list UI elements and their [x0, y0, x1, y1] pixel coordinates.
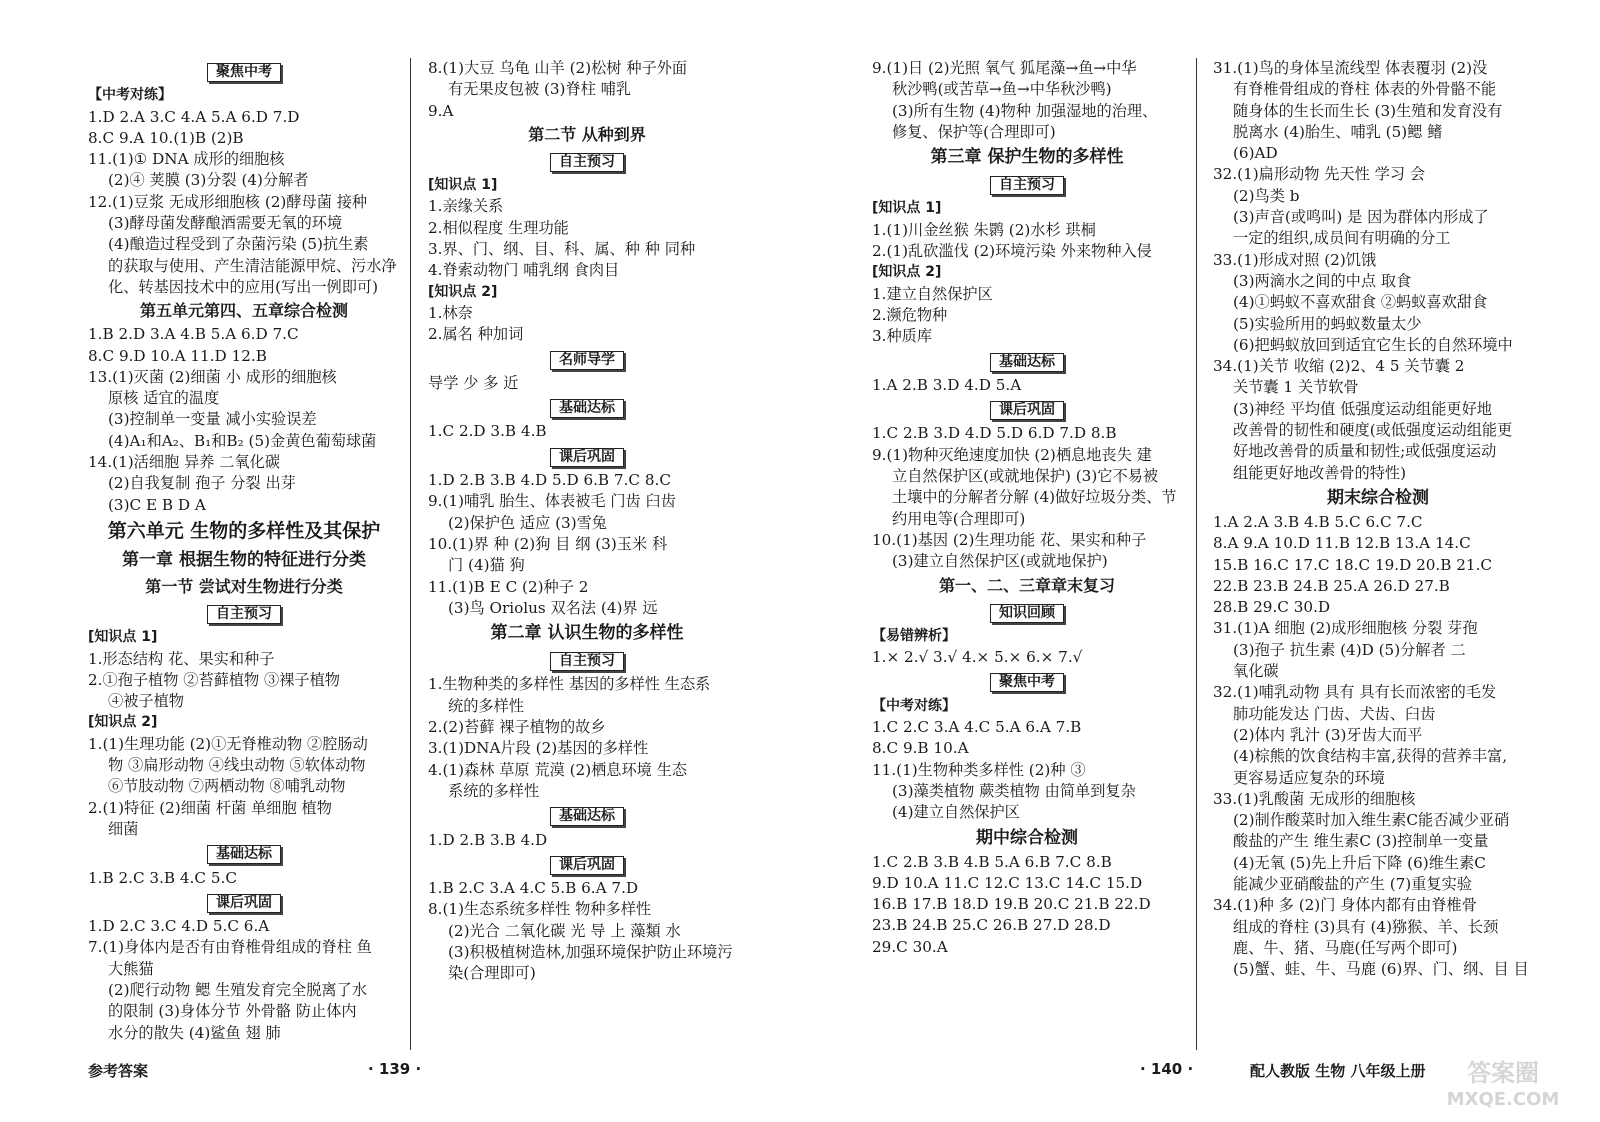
answer-line-indent: 能减少亚硝酸盐的产生 (7)重复实验 — [1233, 874, 1472, 893]
column-divider — [1196, 58, 1197, 1050]
answer-line-indent: (3)酵母菌发酵酿酒需要无氧的环境 — [108, 214, 343, 233]
answer-line-indent: 的获取与使用、产生清洁能源甲烷、污水净 — [108, 256, 397, 275]
answer-line: 2.①孢子植物 ②苔藓植物 ③裸子植物 — [88, 670, 340, 689]
answer-line-indent: 肺功能发达 门齿、犬齿、臼齿 — [1233, 704, 1436, 723]
answer-line-indent: 脱离水 (4)胎生、哺乳 (5)鳃 鳍 — [1233, 122, 1443, 141]
answer-line: 9.(1)日 (2)光照 氧气 狐尾藻→鱼→中华 — [872, 59, 1137, 77]
answer-line-indent: (3)神经 平均值 低强度运动组能更好地 — [1233, 399, 1492, 418]
answer-line-indent: (2)制作酸菜时加入维生素C能否减少亚硝 — [1233, 811, 1510, 830]
answer-line-indent: (2)光合 二氧化碳 光 导 上 藻類 水 — [448, 921, 681, 940]
chapter-title: 第二章 认识生物的多样性 — [490, 623, 684, 644]
answer-line-indent: 约用电等(合理即可) — [892, 509, 1026, 528]
answer-line-indent: 酸盐的产生 维生素C (3)控制单一变量 — [1233, 832, 1489, 851]
answer-line-indent: 修复、保护等(合理即可) — [892, 122, 1056, 141]
answer-line-indent: (2)鸟类 b — [1233, 186, 1300, 205]
section-box-heading — [428, 650, 746, 671]
section-box-heading — [88, 603, 400, 624]
answer-line-indent: (3)C E B D A — [108, 495, 206, 514]
answer-line: 8.C 9.A 10.(1)B (2)B — [88, 128, 244, 147]
answer-line-indent: 物 ③扁形动物 ④线虫动物 ⑤软体动物 — [108, 756, 366, 775]
answer-line-indent: 一定的组织,成员间有明确的分工 — [1233, 229, 1451, 248]
subheading: 【中考对练】 — [88, 87, 172, 104]
answer-line-indent: (3)控制单一变量 减小实验误差 — [108, 410, 317, 429]
section-box-heading — [428, 349, 746, 370]
section-box-heading — [872, 174, 1182, 195]
section-box-label: 名师导学 — [550, 351, 624, 370]
watermark-logo — [1418, 1055, 1588, 1113]
section-box-label: 自主预习 — [990, 176, 1064, 195]
answer-line-indent: (3)鸟 Oriolus 双名法 (4)界 远 — [448, 598, 658, 617]
answer-line-indent: 更容易适应复杂的环境 — [1233, 768, 1385, 787]
answer-line: 1.D 2.C 3.C 4.D 5.C 6.A — [88, 917, 270, 936]
chapter-title: 期末综合检测 — [1327, 487, 1429, 508]
column-3 — [872, 58, 1182, 958]
answer-line-indent: 组能更好地改善骨的特性) — [1233, 463, 1406, 482]
section-box-label: 聚焦中考 — [990, 673, 1064, 692]
answer-line-indent: (4)棕熊的饮食结构丰富,获得的营养丰富, — [1233, 747, 1508, 766]
answer-line: 3.种质库 — [872, 327, 933, 346]
answer-line-indent: 有无果皮包被 (3)脊柱 哺乳 — [448, 80, 632, 99]
answer-line: 2.濒危物种 — [872, 305, 948, 324]
answer-line: 12.(1)豆浆 无成形细胞核 (2)酵母菌 接种 — [88, 192, 368, 211]
answer-line: 8.A 9.A 10.D 11.B 12.B 13.A 14.C — [1213, 534, 1471, 553]
answer-line-indent: (3)建立自然保护区(或就地保护) — [892, 552, 1108, 571]
subheading: 【中考对练】 — [872, 697, 956, 714]
answer-line: 3.(1)DNA片段 (2)基因的多样性 — [428, 739, 649, 758]
answer-line-indent: 原核 适宜的温度 — [108, 389, 220, 408]
section-box-label: 课后巩固 — [550, 856, 624, 875]
answer-line: 1.D 2.B 3.B 4.D — [428, 830, 548, 849]
section-box-label: 基础达标 — [990, 353, 1064, 372]
answer-line-indent: (3)两滴水之间的中点 取食 — [1233, 271, 1412, 290]
answer-line: 2.(1)乱砍滥伐 (2)环境污染 外来物种入侵 — [872, 242, 1152, 261]
section-box-label: 课后巩固 — [207, 894, 281, 913]
answer-line: 16.B 17.B 18.D 19.B 20.C 21.B 22.D — [872, 895, 1151, 914]
answer-line: 1.生物种类的多样性 基因的多样性 生态系 — [428, 675, 711, 694]
answer-line-indent: (2)保护色 适应 (3)雪兔 — [448, 513, 607, 532]
section-box-heading — [428, 151, 746, 172]
answer-line: 22.B 23.B 24.B 25.A 26.D 27.B — [1213, 576, 1450, 595]
subheading: [知识点 2] — [872, 264, 942, 281]
section-title: 第一节 尝试对生物进行分类 — [145, 576, 343, 596]
answer-line: 4.(1)森林 草原 荒漠 (2)栖息环境 生态 — [428, 760, 688, 779]
answer-line-indent: 细菌 — [108, 819, 139, 838]
answer-line: 33.(1)形成对照 (2)饥饿 — [1213, 250, 1377, 269]
answer-line-indent: (3)所有生物 (4)物种 加强湿地的治理、 — [892, 101, 1158, 120]
answer-line: 13.(1)灭菌 (2)细菌 小 成形的细胞核 — [88, 367, 337, 386]
answer-line: 9.A — [428, 101, 454, 120]
section-box-label: 基础达标 — [550, 807, 624, 826]
answer-line: 9.(1)物种灭绝速度加快 (2)栖息地丧失 建 — [872, 445, 1152, 464]
section-box-heading — [88, 843, 400, 864]
watermark-url: MXQE.COM — [1446, 1089, 1560, 1110]
answer-line: 1.D 2.B 3.B 4.D 5.D 6.B 7.C 8.C — [428, 471, 671, 490]
answer-line: 10.(1)界 种 (2)狗 目 纲 (3)玉米 科 — [428, 534, 668, 553]
section-box-heading — [88, 61, 400, 82]
answer-line-indent: 染(合理即可) — [448, 964, 536, 983]
answer-line: 32.(1)扁形动物 先天性 学习 会 — [1213, 165, 1426, 184]
subheading: [知识点 2] — [428, 283, 498, 300]
answer-line: 11.(1)① DNA 成形的细胞核 — [88, 150, 285, 169]
answer-line-indent: ⑥节肢动物 ⑦两栖动物 ⑧哺乳动物 — [108, 777, 346, 796]
section-box-label: 课后巩固 — [990, 401, 1064, 420]
answer-line-indent: 氧化碳 — [1233, 662, 1279, 681]
answer-line: 11.(1)B E C (2)种子 2 — [428, 577, 589, 596]
section-box-heading — [428, 854, 746, 875]
answer-line: 31.(1)A 细胞 (2)成形细胞核 分裂 芽孢 — [1213, 619, 1478, 638]
answer-line: 2.属名 种加词 — [428, 325, 524, 344]
answer-line: 2.(2)苔藓 裸子植物的故乡 — [428, 718, 606, 737]
section-box-heading — [872, 602, 1182, 623]
answer-line: 1.B 2.C 3.A 4.C 5.B 6.A 7.D — [428, 879, 639, 898]
answer-line-indent: (4)无氧 (5)先上升后下降 (6)维生素C — [1233, 853, 1486, 872]
answer-line: 28.B 29.C 30.D — [1213, 598, 1331, 617]
answer-line: 1.C 2.B 3.D 4.D 5.D 6.D 7.D 8.B — [872, 424, 1117, 443]
section-box-heading — [872, 351, 1182, 372]
answer-line-indent: (2)④ 荚膜 (3)分裂 (4)分解者 — [108, 171, 309, 190]
answer-line-indent: (2)自我复制 孢子 分裂 出芽 — [108, 474, 296, 493]
answer-line: 7.(1)身体内是否有由脊椎骨组成的脊柱 鱼 — [88, 938, 372, 957]
section-box-label: 基础达标 — [550, 399, 624, 418]
section-box-heading — [872, 399, 1182, 420]
answer-line: 1.形态结构 花、果实和种子 — [88, 649, 275, 668]
section-title: 第一、二、三章章末复习 — [938, 575, 1115, 595]
answer-line: 1.× 2.√ 3.√ 4.× 5.× 6.× 7.√ — [872, 648, 1083, 667]
answer-line: 11.(1)生物种类多样性 (2)种 ③ — [872, 760, 1086, 779]
footer-edition: 配人教版 生物 八年级上册 — [1250, 1062, 1426, 1080]
answer-line: 3.界、门、纲、目、科、属、种 种 同种 — [428, 240, 696, 259]
answer-line-indent: 统的多样性 — [448, 696, 524, 715]
footer-answers-label: 参考答案 — [88, 1062, 149, 1080]
answer-line-indent: 秋沙鸭(或苦草→鱼→中华秋沙鸭) — [892, 80, 1112, 99]
column-2 — [428, 58, 746, 985]
answer-line: 34.(1)种 多 (2)门 身体内都有由脊椎骨 — [1213, 896, 1477, 915]
answer-line-indent: 土壤中的分解者分解 (4)做好垃圾分类、节 — [892, 488, 1177, 507]
answer-line-indent: (6)AD — [1233, 144, 1278, 163]
answer-line-indent: (2)爬行动物 鳃 生殖发育完全脱离了水 — [108, 980, 367, 999]
answer-line: 导学 少 多 近 — [428, 373, 519, 392]
answer-line-indent: 的限制 (3)身体分节 外骨骼 防止体内 — [108, 1002, 357, 1021]
answer-line: 23.B 24.B 25.C 26.B 27.D 28.D — [872, 916, 1111, 935]
answer-line-indent: 水分的散失 (4)鲨鱼 翅 肺 — [108, 1023, 281, 1042]
answer-line: 1.C 2.B 3.B 4.B 5.A 6.B 7.C 8.B — [872, 852, 1112, 871]
answer-line-indent: (4)建立自然保护区 — [892, 803, 1020, 822]
answer-line: 8.(1)大豆 乌龟 山羊 (2)松树 种子外面 — [428, 59, 688, 77]
watermark-text: 答案圈 — [1467, 1059, 1539, 1087]
subheading: [知识点 1] — [872, 200, 942, 217]
answer-line-indent: (4)A₁和A₂、B₁和B₂ (5)金黄色葡萄球菌 — [108, 431, 377, 450]
answer-line-indent: 改善骨的韧性和硬度(或低强度运动组能更 — [1233, 421, 1513, 440]
answer-line-indent: 有脊椎骨组成的脊柱 体表的外骨骼不能 — [1233, 80, 1497, 99]
column-divider — [410, 58, 411, 1050]
answer-line: 8.C 9.B 10.A — [872, 739, 969, 758]
answer-line: 1.(1)生理功能 (2)①无脊椎动物 ②腔肠动 — [88, 734, 368, 753]
subheading: [知识点 1] — [428, 177, 498, 194]
section-box-label: 自主预习 — [207, 605, 281, 624]
answer-line: 2.相似程度 生理功能 — [428, 218, 569, 237]
chapter-title: 第一章 根据生物的特征进行分类 — [122, 549, 366, 570]
answer-line: 29.C 30.A — [872, 937, 948, 956]
subheading: 【易错辨析】 — [872, 627, 956, 644]
answer-line-indent: (5)实验所用的蚂蚁数量太少 — [1233, 314, 1422, 333]
answer-line-indent: 组成的脊柱 (3)具有 (4)猕猴、羊、长颈 — [1233, 917, 1499, 936]
answer-line: 9.D 10.A 11.C 12.C 13.C 14.C 15.D — [872, 873, 1143, 892]
answer-line-indent: 好地改善骨的质量和韧性;或低强度运动 — [1233, 442, 1497, 461]
answer-line: 9.(1)哺乳 胎生、体表被毛 门齿 臼齿 — [428, 492, 676, 511]
section-title: 第二节 从种到界 — [528, 124, 646, 144]
answer-line: 1.A 2.A 3.B 4.B 5.C 6.C 7.C — [1213, 512, 1423, 531]
page-number-right: · 140 · — [1140, 1060, 1194, 1078]
section-box-heading — [872, 671, 1182, 692]
answer-line: 1.B 2.C 3.B 4.C 5.C — [88, 868, 237, 887]
answer-line-indent: (3)孢子 抗生素 (4)D (5)分解者 二 — [1233, 640, 1466, 659]
column-4 — [1213, 58, 1543, 980]
answer-line-indent: (3)积极植树造林,加强环境保护防止环境污 — [448, 942, 733, 961]
column-1 — [88, 58, 400, 1044]
answer-line: 10.(1)基因 (2)生理功能 花、果实和种子 — [872, 530, 1147, 549]
answer-line-indent: (3)藻类植物 蕨类植物 由简单到复杂 — [892, 781, 1136, 800]
answer-line: 1.(1)川金丝猴 朱鹮 (2)水杉 珙桐 — [872, 220, 1096, 239]
answer-line: 15.B 16.C 17.C 18.C 19.D 20.B 21.C — [1213, 555, 1493, 574]
answer-line-indent: 大熊猫 — [108, 959, 154, 978]
answer-line-indent: (6)把蚂蚁放回到适宜它生长的自然环境中 — [1233, 335, 1513, 354]
answer-line-indent: 门 (4)猫 狗 — [448, 556, 525, 575]
answer-line: 1.A 2.B 3.D 4.D 5.A — [872, 375, 1022, 394]
answer-line-indent: 系统的多样性 — [448, 781, 540, 800]
section-box-label: 自主预习 — [550, 153, 624, 172]
answer-line: 1.D 2.A 3.C 4.A 5.A 6.D 7.D — [88, 107, 300, 126]
answer-line: 4.脊索动物门 哺乳纲 食肉目 — [428, 261, 620, 280]
answer-line: 31.(1)鸟的身体呈流线型 体表覆羽 (2)没 — [1213, 59, 1488, 77]
section-box-label: 自主预习 — [550, 652, 624, 671]
answer-line-indent: (5)蟹、蛙、牛、马鹿 (6)界、门、纲、目 目 — [1233, 960, 1529, 979]
answer-line: 8.C 9.D 10.A 11.D 12.B — [88, 346, 267, 365]
answer-line-indent: (2)体内 乳汁 (3)牙齿大而平 — [1233, 725, 1423, 744]
answer-line: 33.(1)乳酸菌 无成形的细胞核 — [1213, 789, 1416, 808]
section-box-heading — [428, 805, 746, 826]
section-box-heading — [428, 446, 746, 467]
section-box-label: 基础达标 — [207, 845, 281, 864]
answer-line: 2.(1)特征 (2)细菌 杆菌 单细胞 植物 — [88, 798, 332, 817]
unit-title: 第六单元 生物的多样性及其保护 — [107, 519, 381, 542]
answer-line: 1.亲缘关系 — [428, 197, 504, 216]
answer-line-indent: (4)①蚂蚁不喜欢甜食 ②蚂蚁喜欢甜食 — [1233, 293, 1488, 312]
answer-line: 34.(1)关节 收缩 (2)2、4 5 关节囊 2 — [1213, 357, 1465, 376]
section-box-label: 聚焦中考 — [207, 63, 281, 82]
answer-line-indent: 立自然保护区(或就地保护) (3)它不易被 — [892, 467, 1159, 486]
page-number-left: · 139 · — [368, 1060, 422, 1078]
section-box-heading — [428, 397, 746, 418]
section-box-label: 知识回顾 — [990, 604, 1064, 623]
answer-line: 1.C 2.C 3.A 4.C 5.A 6.A 7.B — [872, 718, 1082, 737]
answer-line-indent: ④被子植物 — [108, 692, 184, 711]
answer-line-indent: 鹿、牛、猪、马鹿(任写两个即可) — [1233, 938, 1458, 957]
answer-line-indent: (4)酿造过程受到了杂菌污染 (5)抗生素 — [108, 235, 369, 254]
subheading: [知识点 2] — [88, 714, 158, 731]
answer-line-indent: 关节囊 1 关节软骨 — [1233, 378, 1359, 397]
answer-line: 1.建立自然保护区 — [872, 284, 993, 303]
answer-line: 1.B 2.D 3.A 4.B 5.A 6.D 7.C — [88, 325, 299, 344]
chapter-title: 第三章 保护生物的多样性 — [930, 147, 1124, 168]
section-box-heading — [88, 892, 400, 913]
section-box-label: 课后巩固 — [550, 448, 624, 467]
answer-line-indent: (3)声音(或鸣叫) 是 因为群体内形成了 — [1233, 208, 1489, 227]
answer-line: 14.(1)活细胞 异养 二氧化碳 — [88, 453, 281, 472]
answer-line: 1.林奈 — [428, 303, 473, 322]
answer-line: 32.(1)哺乳动物 具有 具有长而浓密的毛发 — [1213, 683, 1497, 702]
answer-line-indent: 随身体的生长而生长 (3)生殖和发育没有 — [1233, 101, 1503, 120]
answer-line-indent: 化、转基因技术中的应用(写出一例即可) — [108, 277, 379, 296]
answer-line: 8.(1)生态系统多样性 物种多样性 — [428, 900, 652, 919]
section-title: 第五单元第四、五章综合检测 — [139, 301, 348, 321]
answer-line: 1.C 2.D 3.B 4.B — [428, 422, 547, 441]
subheading: [知识点 1] — [88, 629, 158, 646]
chapter-title: 期中综合检测 — [976, 827, 1078, 848]
